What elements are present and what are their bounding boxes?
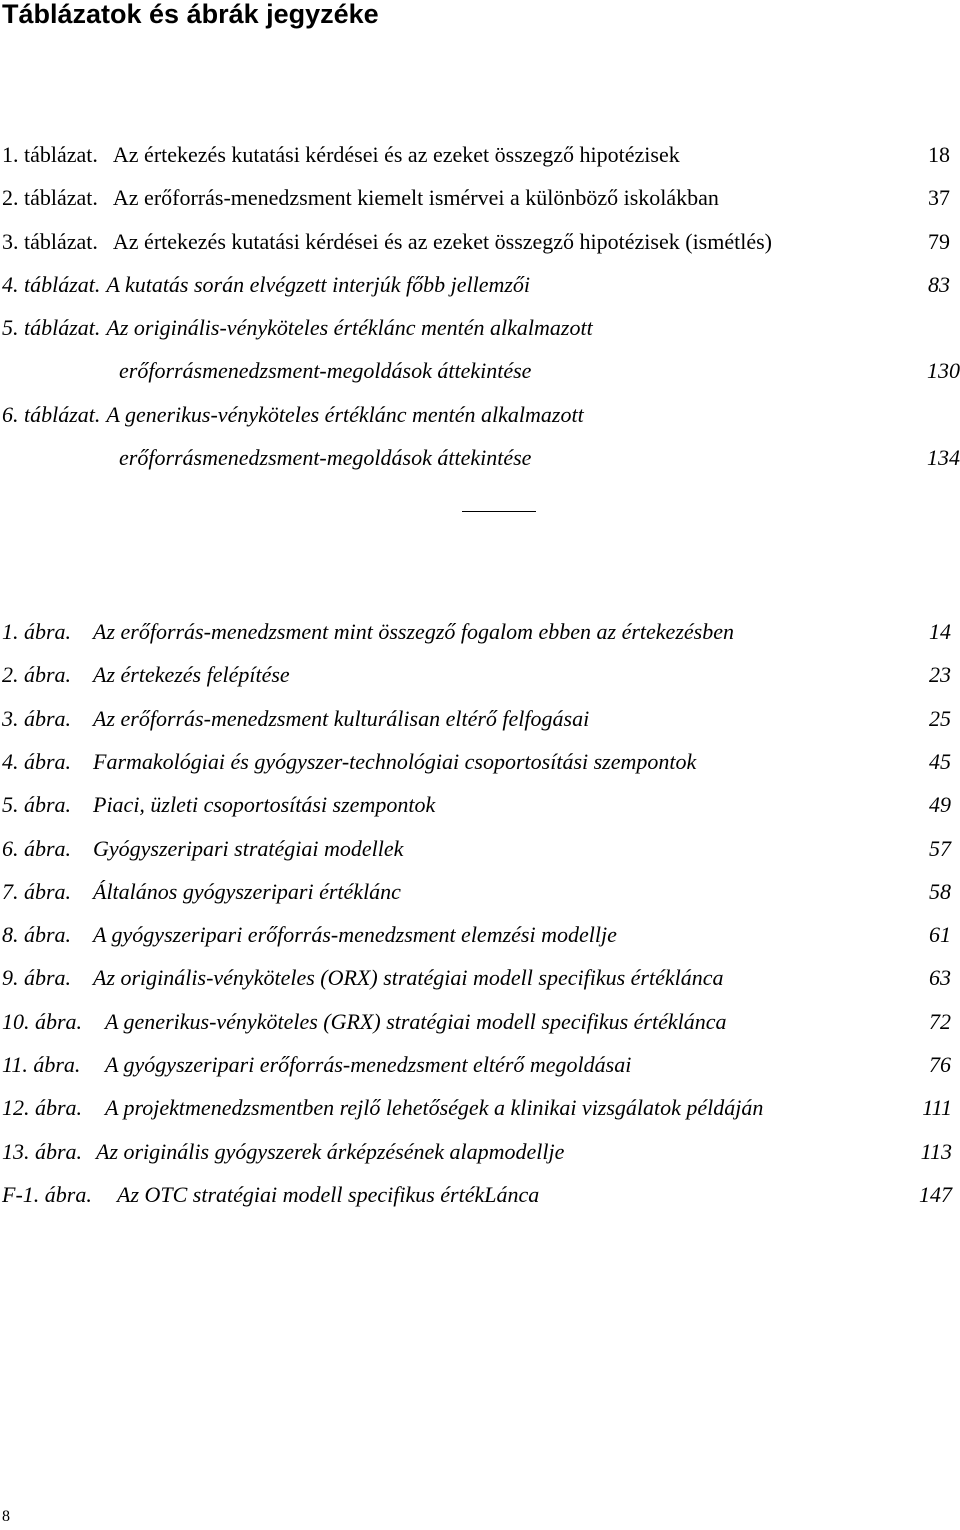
figure-entry-label: F-1. ábra. (2, 1181, 92, 1207)
table-entry-label: 6. táblázat. (2, 402, 101, 427)
figure-entry-page: 57 (929, 835, 951, 861)
figure-entry-label: 5. ábra. (2, 792, 72, 818)
figure-entry-label: 7. ábra. (2, 878, 72, 904)
table-entry-title: Az erőforrás-menedzsment kiemelt ismérvei a különböző iskolákban (112, 185, 719, 210)
table-entry-1 (2, 140, 680, 170)
figure-entry-page: 23 (929, 662, 951, 688)
figure-entry (2, 1007, 82, 1037)
figure-entry-title: A generikus-vényköteles (GRX) stratégiai modell specifikus értéklánca (105, 1008, 727, 1034)
figure-entry-page: 25 (929, 705, 951, 731)
table-entry-label: 5. táblázat. (2, 315, 101, 340)
figure-entry-title: Az originális gyógyszerek árképzésének alapmodellje (96, 1138, 565, 1164)
figure-entry (2, 1050, 80, 1080)
figure-entry (2, 790, 71, 820)
table-entry-page: 37 (928, 185, 950, 210)
table-entry-label: 2. táblázat. (2, 185, 98, 210)
figure-entry-title: Az erőforrás-menedzsment kulturálisan eltérő felfogásai (93, 705, 590, 731)
table-entry-5 (2, 313, 593, 343)
figure-entry-page: 49 (929, 792, 951, 818)
figure-entry-page: 111 (922, 1095, 952, 1121)
table-entry-page: 79 (928, 229, 950, 254)
figure-entry (2, 877, 71, 907)
figure-entry-title: Gyógyszeripari stratégiai modellek (93, 835, 404, 861)
figure-entry (2, 747, 71, 777)
figure-entry-page: 113 (920, 1138, 952, 1164)
figure-entry-page: 76 (929, 1052, 951, 1077)
table-entry-title: A kutatás során elvégzett interjúk főbb jellemzői (106, 272, 531, 297)
figure-entry-label: 10. ábra. (2, 1008, 83, 1034)
figure-entry (2, 660, 71, 690)
figure-entry-label: 1. ábra. (2, 619, 72, 644)
figure-entry-page: 45 (929, 748, 951, 774)
table-entry-5-continuation: erőforrásmenedzsment-megoldások áttekintése (119, 358, 532, 383)
figure-entry-title: Az originális-vényköteles (ORX) stratégiai modell specifikus értéklánca (93, 965, 724, 991)
figure-entry-label: 11. ábra. (2, 1052, 81, 1077)
table-entry-page: 130 (927, 358, 960, 383)
table-entry-title: Az értekezés kutatási kérdései és az ezeket összegző hipotézisek (112, 142, 680, 167)
figure-entry-title: Általános gyógyszeripari értéklánc (93, 878, 401, 904)
figure-entry-page: 14 (929, 619, 951, 644)
page-number: 8 (2, 1508, 10, 1525)
figure-entry-page: 63 (929, 965, 951, 991)
table-entry-label: 3. táblázat. (2, 229, 98, 254)
table-entry-label: 4. táblázat. (2, 272, 101, 297)
table-entry-3 (2, 227, 772, 257)
figure-entry-label: 6. ábra. (2, 835, 72, 861)
table-entry-2 (2, 183, 719, 213)
figure-entry-label: 4. ábra. (2, 748, 72, 774)
table-entry-4 (2, 270, 530, 300)
page-title: Táblázatok és ábrák jegyzéke (2, 0, 379, 29)
figure-entry-title: Farmakológiai és gyógyszer-technológiai csoportosítási szempontok (93, 748, 697, 774)
figure-entry (2, 1180, 92, 1210)
figure-entry-title: Az értekezés felépítése (93, 662, 290, 688)
figure-entry-title: A projektmenedzsmentben rejlő lehetőségek a klinikai vizsgálatok példáján (105, 1095, 764, 1121)
table-entry-title: A generikus-vényköteles értéklánc mentén alkalmazott (106, 402, 584, 427)
table-entry-title: Az originális-vényköteles értéklánc mentén alkalmazott (106, 315, 593, 340)
table-entry-6 (2, 400, 584, 430)
figure-entry-page: 72 (929, 1008, 951, 1034)
table-entry-title: Az értekezés kutatási kérdései és az ezeket összegző hipotézisek (ismétlés) (112, 229, 772, 254)
figure-entry (2, 834, 71, 864)
figure-entry-title: Piaci, üzleti csoportosítási szempontok (93, 792, 436, 818)
figure-entry (2, 704, 71, 734)
figure-entry-label: 13. ábra. (2, 1138, 83, 1164)
figure-entry (2, 963, 71, 993)
figure-entry-title: Az OTC stratégiai modell specifikus értékLánca (117, 1181, 540, 1207)
figure-entry-label: 3. ábra. (2, 705, 72, 731)
table-entry-page: 134 (927, 445, 960, 470)
figure-entry (2, 1093, 82, 1123)
figure-entry (2, 920, 71, 950)
figure-entry-title: A gyógyszeripari erőforrás-menedzsment eltérő megoldásai (105, 1052, 632, 1077)
figure-entry-label: 12. ábra. (2, 1095, 83, 1121)
figure-entry (2, 1137, 82, 1167)
table-entry-page: 18 (928, 142, 950, 167)
table-entry-6-continuation: erőforrásmenedzsment-megoldások áttekintése (119, 445, 532, 470)
table-entry-label: 1. táblázat. (2, 142, 98, 167)
figure-entry-label: 8. ábra. (2, 922, 72, 948)
figure-entry (2, 617, 71, 647)
figure-entry-page: 61 (929, 922, 951, 948)
figure-entry-title: Az erőforrás-menedzsment mint összegző fogalom ebben az értekezésben (93, 619, 734, 644)
figure-entry-page: 147 (919, 1181, 952, 1207)
section-divider (462, 511, 536, 512)
figure-entry-page: 58 (929, 878, 951, 904)
figure-entry-label: 9. ábra. (2, 965, 72, 991)
figure-entry-title: A gyógyszeripari erőforrás-menedzsment elemzési modellje (93, 922, 617, 948)
figure-entry-label: 2. ábra. (2, 662, 72, 688)
table-entry-page: 83 (928, 272, 950, 297)
